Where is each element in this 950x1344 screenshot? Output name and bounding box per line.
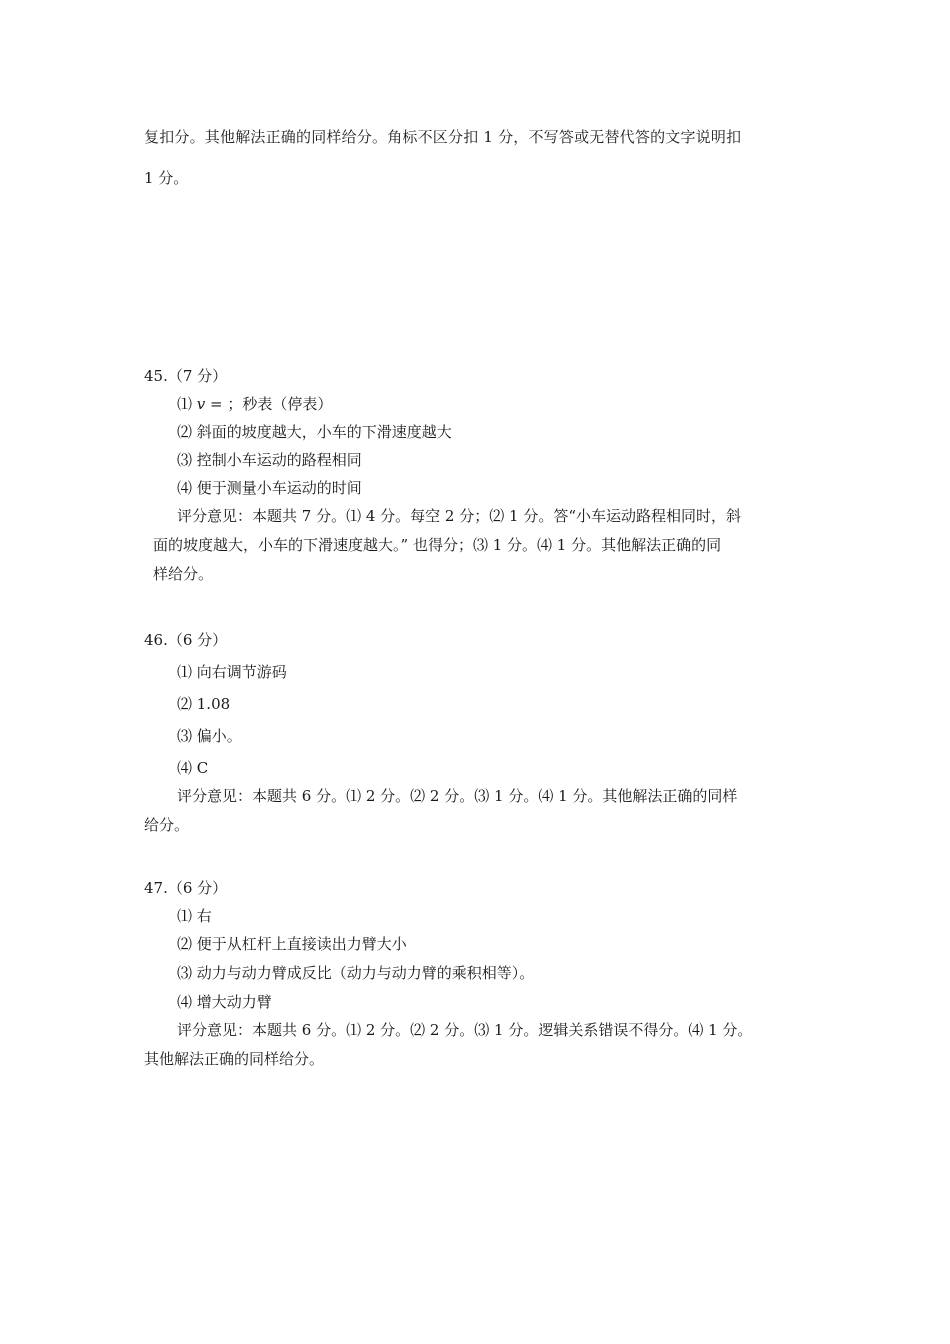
q45-item-4: ⑷ 便于测量小车运动的时间 bbox=[177, 479, 362, 497]
q45-score-line-3: 样给分。 bbox=[153, 565, 214, 583]
q47-item-2: ⑵ 便于从杠杆上直接读出力臂大小 bbox=[177, 935, 407, 953]
q45-item-3: ⑶ 控制小车运动的路程相同 bbox=[177, 451, 362, 469]
q46-item-3: ⑶ 偏小。 bbox=[177, 727, 242, 745]
q47-score-line-2: 其他解法正确的同样给分。 bbox=[144, 1050, 325, 1068]
q47-item-1: ⑴ 右 bbox=[177, 907, 212, 925]
q47-item-3: ⑶ 动力与动力臂成反比（动力与动力臂的乘积相等）。 bbox=[177, 964, 535, 982]
q46-score-line-1: 评分意见：本题共 6 分。⑴ 2 分。⑵ 2 分。⑶ 1 分。⑷ 1 分。其他解法正确的同样 bbox=[177, 787, 738, 805]
q45-score-line-2: 面的坡度越大，小车的下滑速度越大。” 也得分；⑶ 1 分。⑷ 1 分。其他解法正确的同 bbox=[153, 536, 722, 554]
q46-score-line-2: 给分。 bbox=[144, 816, 190, 834]
q46-header: 46.（6 分） bbox=[144, 631, 228, 649]
q47-header: 47.（6 分） bbox=[144, 879, 228, 897]
q46-item-2: ⑵ 1.08 bbox=[177, 695, 231, 713]
q45-item-2: ⑵ 斜面的坡度越大，小车的下滑速度越大 bbox=[177, 423, 452, 441]
intro-line-1: 复扣分。其他解法正确的同样给分。角标不区分扣 1 分，不写答或无替代答的文字说明扣 bbox=[144, 128, 742, 146]
q45-item-1-prefix: ⑴ bbox=[177, 395, 197, 413]
q47-score-line-1: 评分意见：本题共 6 分。⑴ 2 分。⑵ 2 分。⑶ 1 分。逻辑关系错误不得分。⑷ 1 分。 bbox=[177, 1021, 753, 1039]
q45-score-line-1: 评分意见：本题共 7 分。⑴ 4 分。每空 2 分；⑵ 1 分。答“小车运动路程相同时，斜 bbox=[177, 507, 741, 525]
q46-item-4: ⑷ C bbox=[177, 759, 209, 777]
q46-item-1: ⑴ 向右调节游码 bbox=[177, 663, 287, 681]
q45-item-1-rest: = ；秒表（停表） bbox=[205, 395, 333, 413]
q47-item-4: ⑷ 增大动力臂 bbox=[177, 993, 272, 1011]
q45-header: 45.（7 分） bbox=[144, 367, 228, 385]
q45-item-1-variable: v bbox=[196, 395, 206, 413]
intro-line-2: 1 分。 bbox=[144, 169, 189, 187]
q45-item-1 bbox=[177, 394, 332, 414]
